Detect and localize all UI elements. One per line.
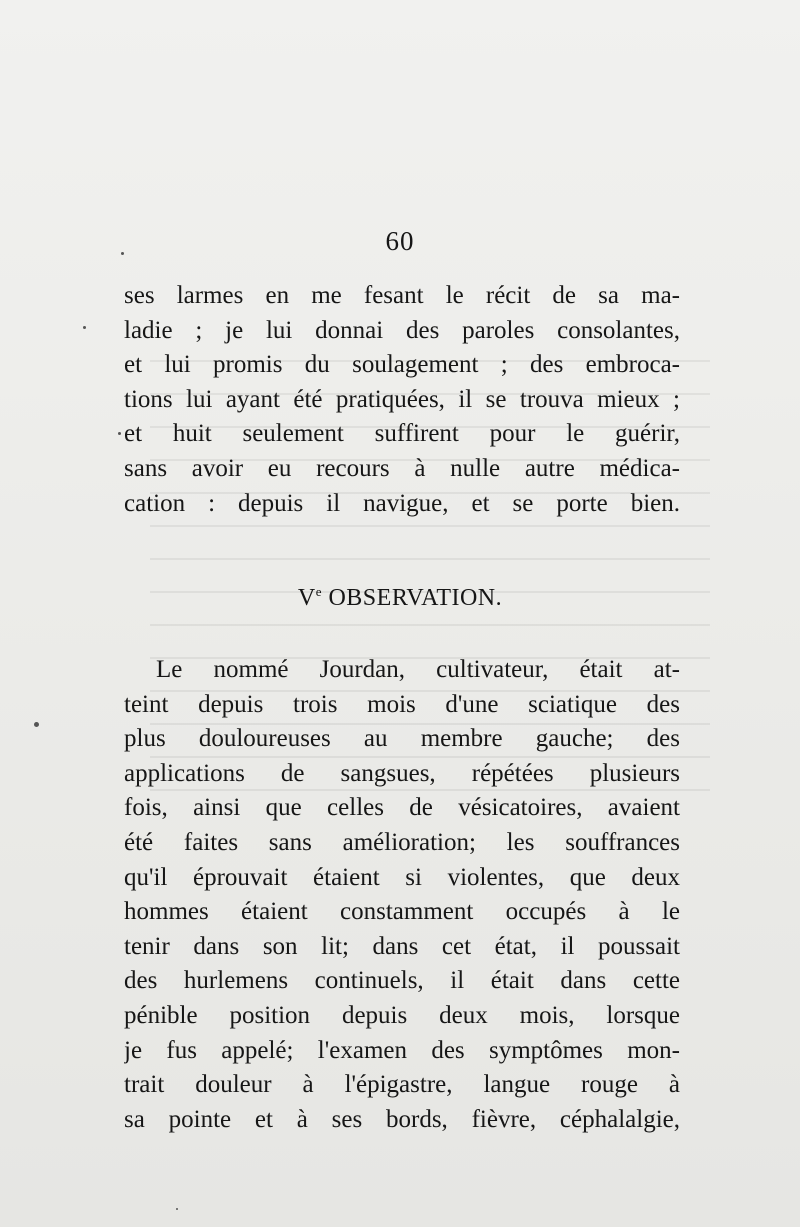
text-line: tions lui ayant été pratiquées, il se trouva mieux ; [124, 385, 680, 413]
text-line: teint depuis trois mois d'une sciatique des [124, 690, 680, 718]
text-line: des hurlemens continuels, il était dans cette [124, 967, 680, 995]
text-line: qu'il éprouvait étaient si violentes, que deux [124, 863, 680, 891]
text-line: hommes étaient constamment occupés à le [124, 898, 680, 926]
text-line: sans avoir eu recours à nulle autre médica- [124, 454, 680, 482]
text-line: je fus appelé; l'examen des symptômes mon- [124, 1036, 680, 1064]
text-line: ses larmes en me fesant le récit de sa ma- [124, 282, 680, 309]
text-line: trait douleur à l'épigastre, langue rouge à [124, 1071, 680, 1099]
text-line: applications de sangsues, répétées plusieurs [124, 759, 680, 787]
ink-speck [176, 1208, 178, 1210]
observation-paragraph [124, 653, 680, 1137]
page-number: 60 [385, 226, 415, 256]
text-line: sa pointe et à ses bords, fièvre, céphalalgie, [124, 1105, 680, 1133]
ink-speck [83, 326, 86, 329]
text-line: cation : depuis il navigue, et se porte bien. [124, 489, 680, 517]
text-line: plus douloureuses au membre gauche; des [124, 725, 680, 753]
ink-speck [34, 722, 39, 727]
ink-speck [121, 252, 124, 255]
section-heading [0, 584, 800, 612]
ink-speck [118, 432, 121, 435]
paragraph-continuation [124, 279, 680, 521]
text-line: et huit seulement suffirent pour le guérir, [124, 420, 680, 448]
heading-title: OBSERVATION. [328, 585, 503, 611]
heading-superscript: e [315, 584, 322, 599]
text-line: été faites sans amélioration; les souffrances [124, 828, 680, 856]
heading-numeral: V [297, 585, 316, 611]
text-line: et lui promis du soulagement ; des embroca- [124, 351, 680, 379]
text-line: tenir dans son lit; dans cet état, il poussait [124, 932, 680, 960]
text-line: Le nommé Jourdan, cultivateur, était at- [156, 656, 680, 683]
text-line: pénible position depuis deux mois, lorsque [124, 1001, 680, 1029]
text-line: fois, ainsi que celles de vésicatoires, avaient [124, 794, 680, 822]
text-line: ladie ; je lui donnai des paroles consolantes, [124, 316, 680, 344]
